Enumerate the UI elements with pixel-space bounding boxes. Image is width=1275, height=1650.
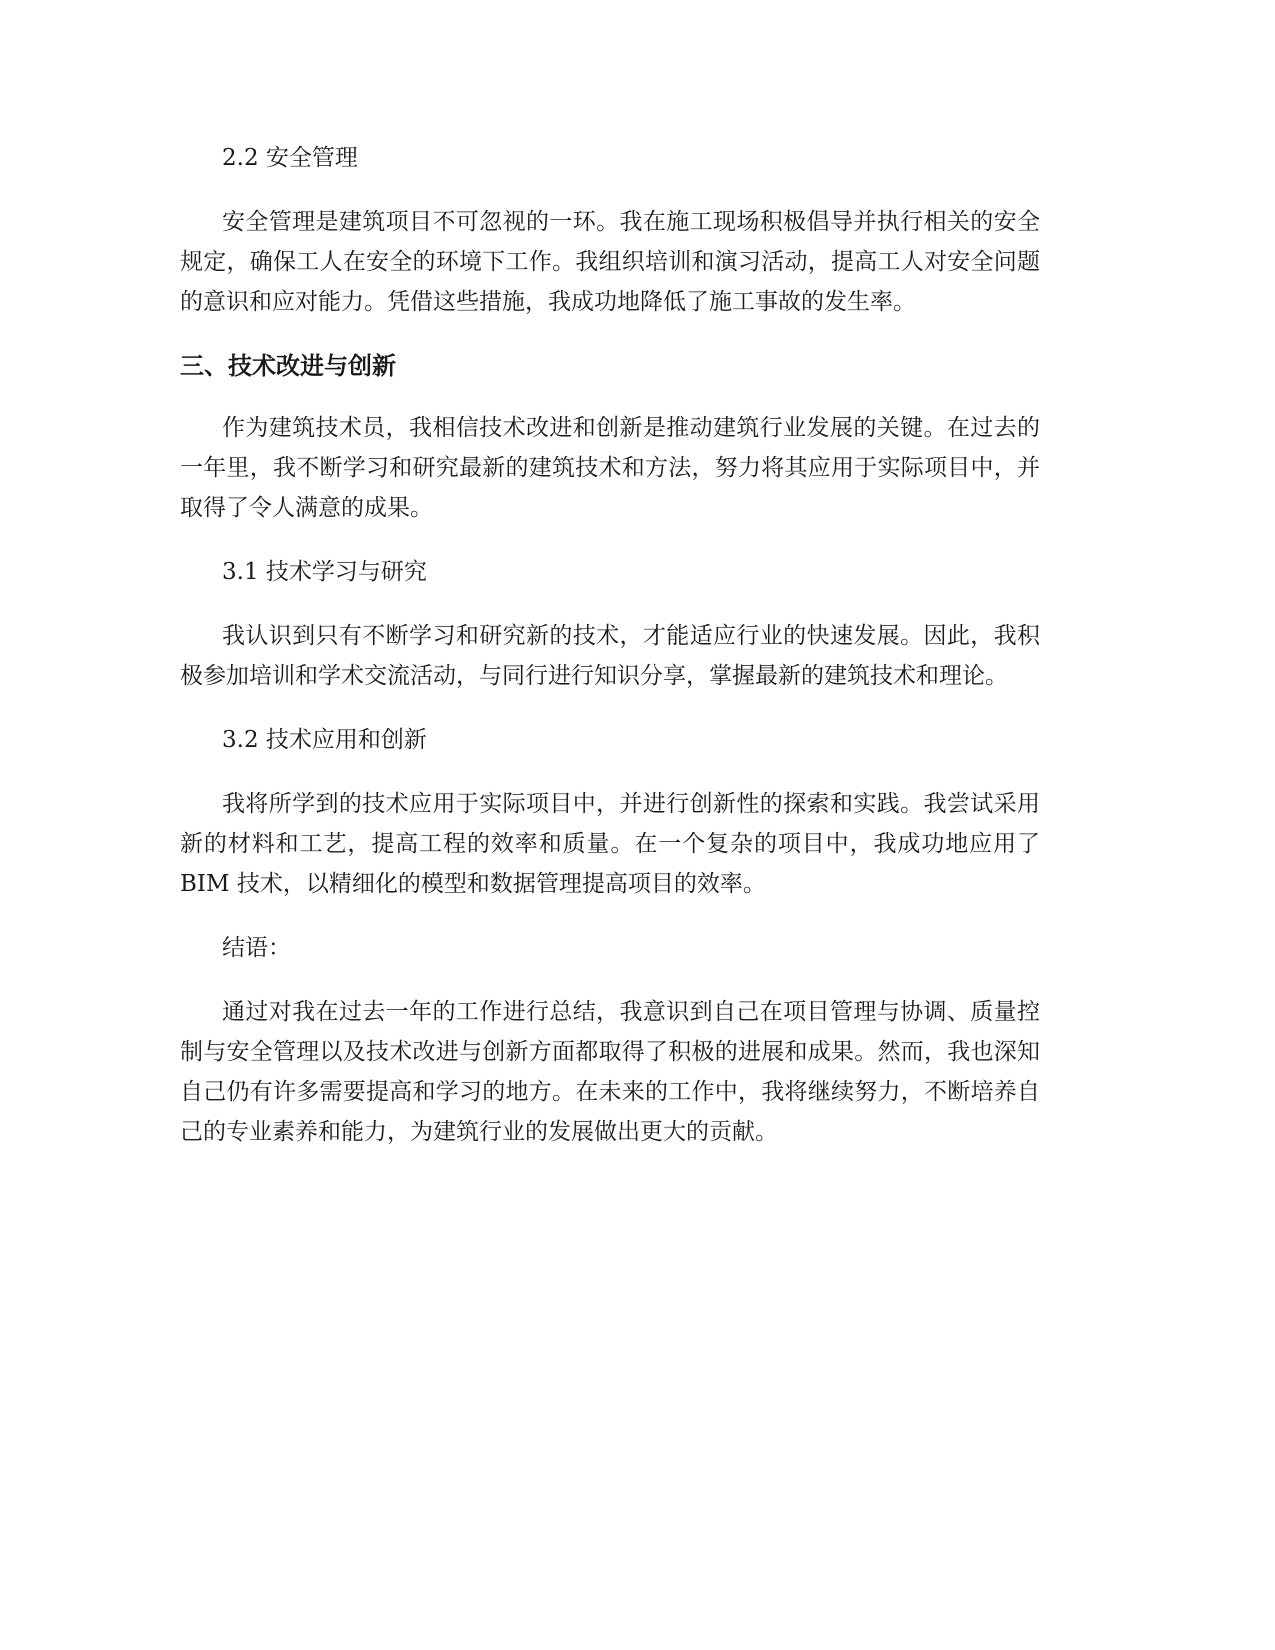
subsection-title-3-1: 3.1 技术学习与研究 xyxy=(222,559,427,585)
document-body xyxy=(180,138,1040,1176)
subsection-title-3-2: 3.2 技术应用和创新 xyxy=(222,727,427,753)
paragraph-tech-intro: 作为建筑技术员，我相信技术改进和创新是推动建筑行业发展的关键。在过去的一年里，我不断学习和研究最新的建筑技术和方法，努力将其应用于实际项目中，并取得了令人满意的成果。 xyxy=(180,415,1040,521)
section-heading-3: 三、技术改进与创新 xyxy=(180,352,396,380)
paragraph-tech-learning: 我认识到只有不断学习和研究新的技术，才能适应行业的快速发展。因此，我积极参加培训和学术交流活动，与同行进行知识分享，掌握最新的建筑技术和理论。 xyxy=(180,623,1040,689)
conclusion-title: 结语： xyxy=(222,935,291,961)
paragraph-tech-application: 我将所学到的技术应用于实际项目中，并进行创新性的探索和实践。我尝试采用新的材料和工艺，提高工程的效率和质量。在一个复杂的项目中，我成功地应用了 BIM 技术，以精细化的模型和数据管理提高项目的效率。 xyxy=(180,791,1040,897)
subsection-title-2-2: 2.2 安全管理 xyxy=(222,145,358,171)
paragraph-safety-management: 安全管理是建筑项目不可忽视的一环。我在施工现场积极倡导并执行相关的安全规定，确保工人在安全的环境下工作。我组织培训和演习活动，提高工人对安全问题的意识和应对能力。凭借这些措施，我成功地降低了施工事故的发生率。 xyxy=(180,209,1040,315)
paragraph-conclusion: 通过对我在过去一年的工作进行总结，我意识到自己在项目管理与协调、质量控制与安全管理以及技术改进与创新方面都取得了积极的进展和成果。然而，我也深知自己仍有许多需要提高和学习的地方。在未来的工作中，我将继续努力，不断培养自己的专业素养和能力，为建筑行业的发展做出更大的贡献。 xyxy=(180,999,1040,1145)
